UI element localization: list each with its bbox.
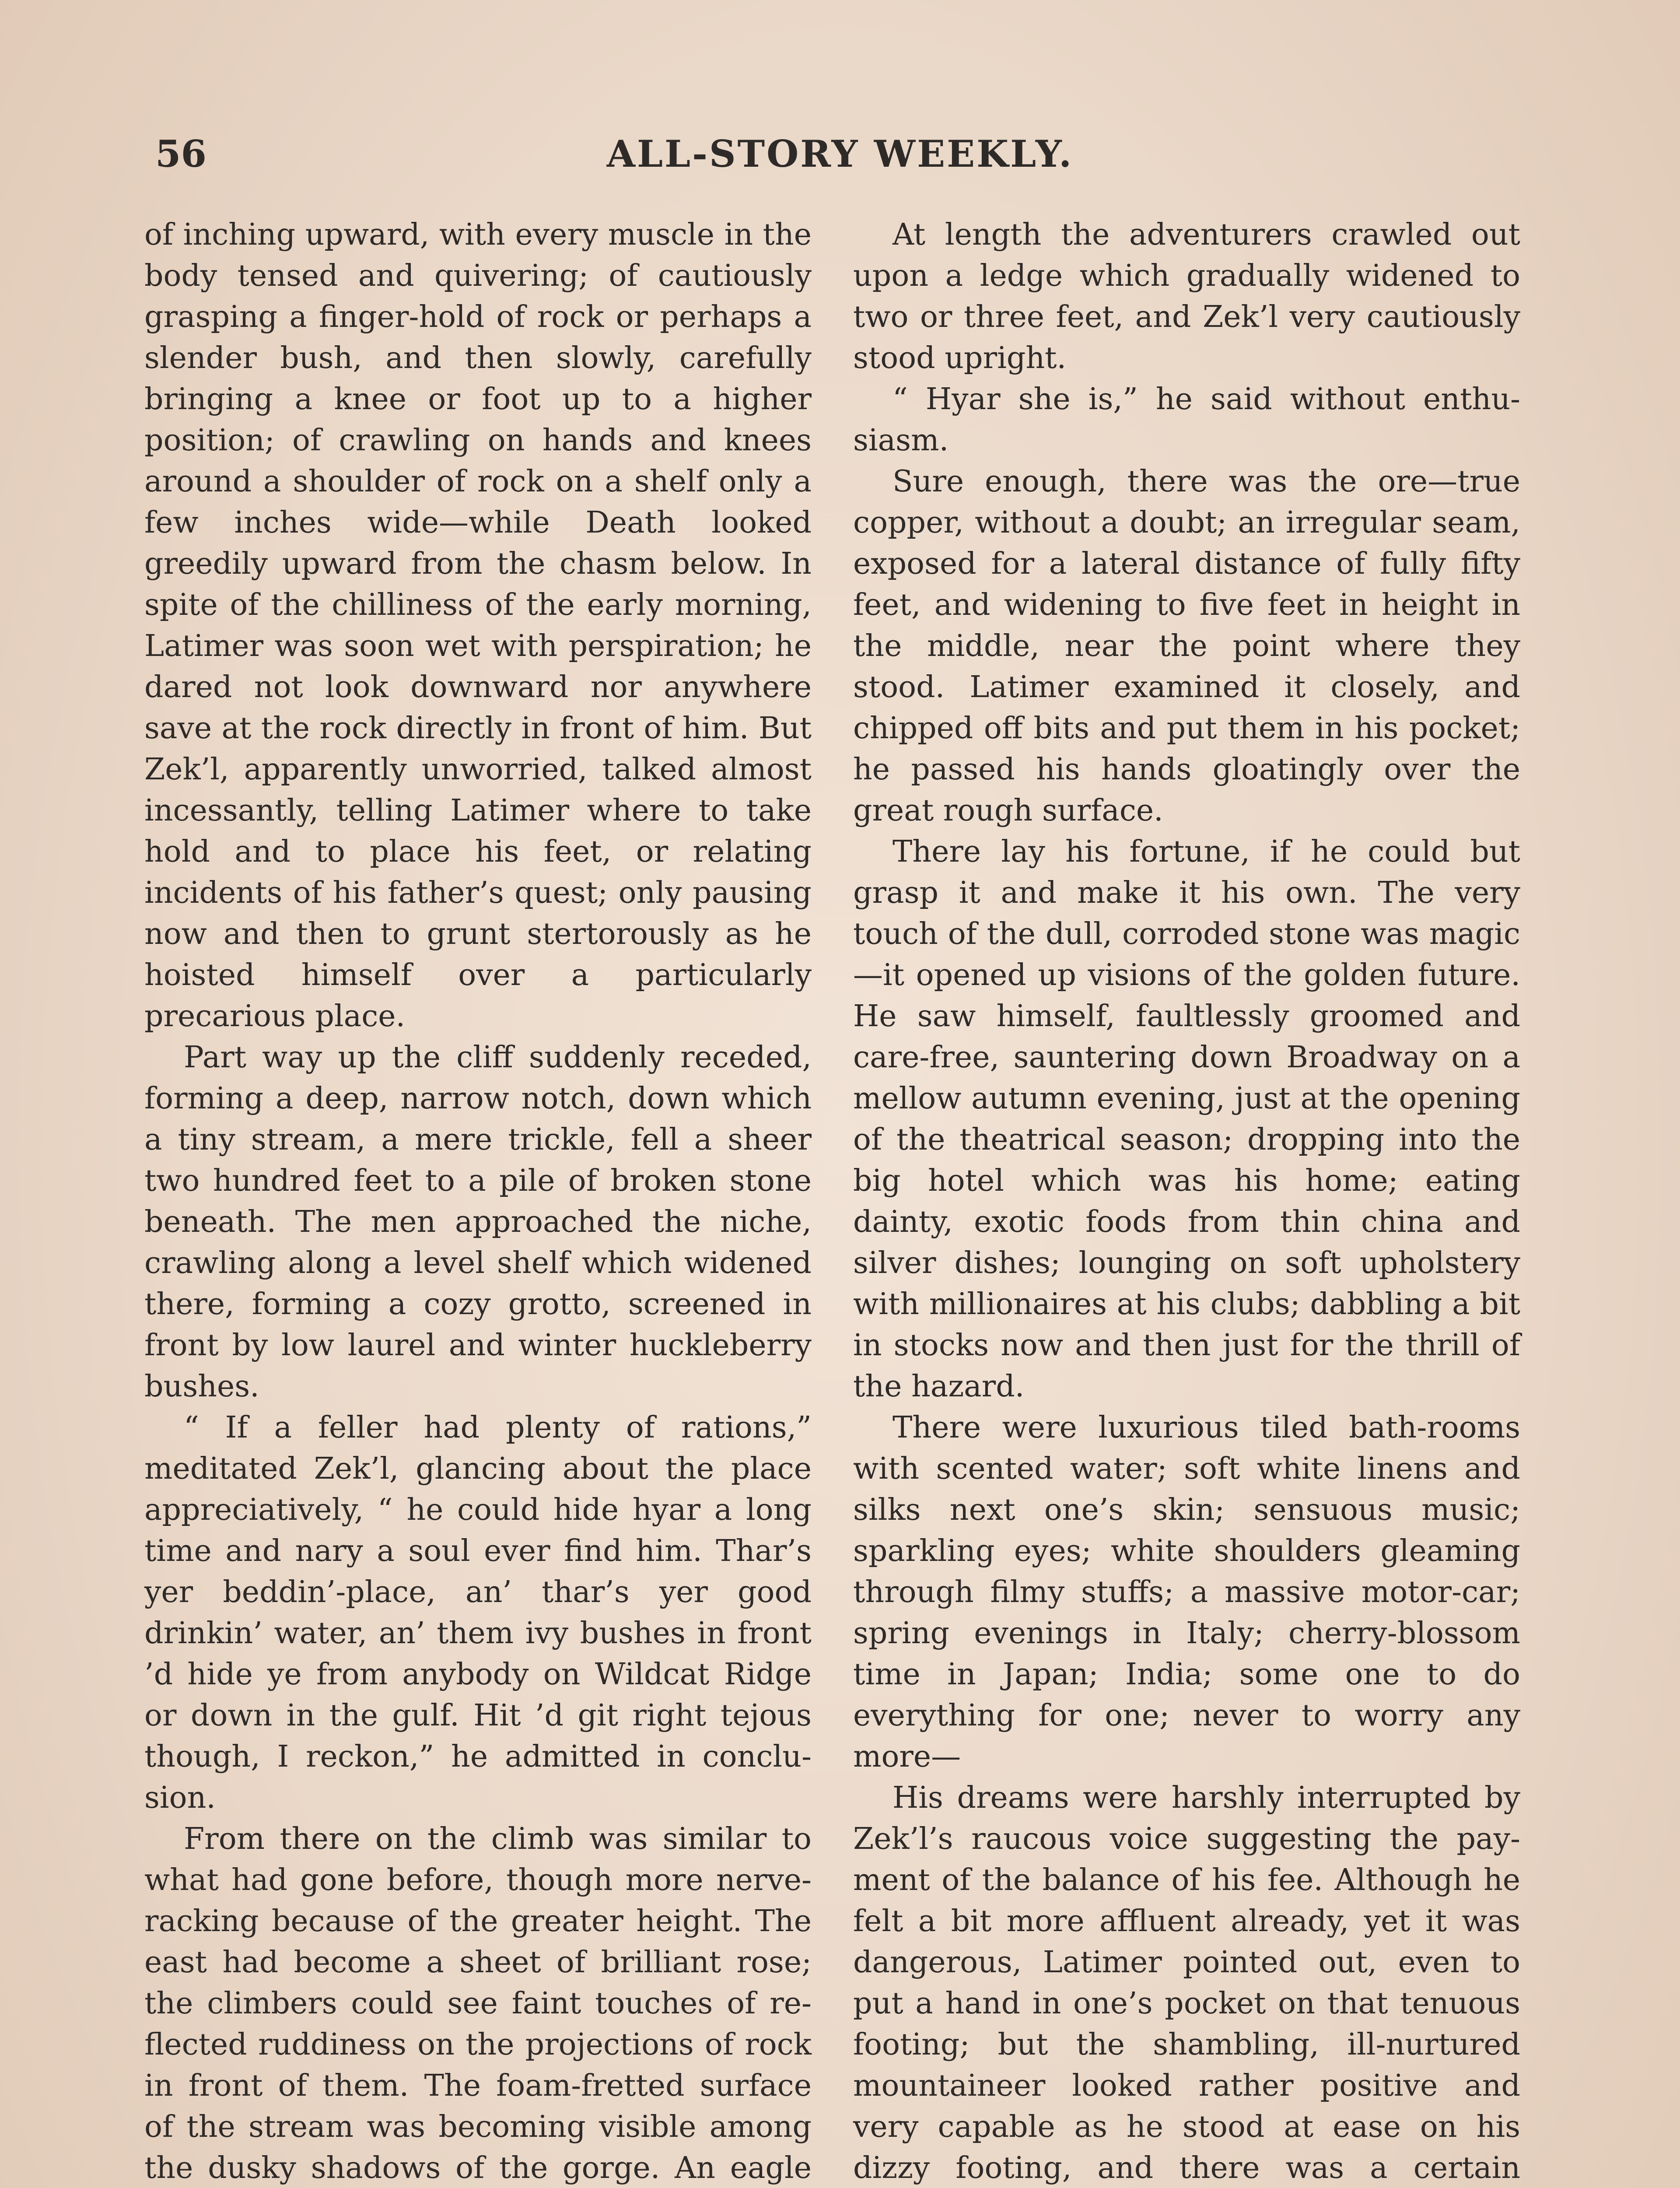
paragraph: At length the adventurers crawled out upon a ledge which gradually widened to two or three feet, and Zek’l very cautiously stood upright. <box>853 217 1520 375</box>
paragraph: “ If a feller had plenty of rations,” meditated Zek’l, glancing about the place appreciatively, “ he could hide hyar a long time and nary a soul ever find him. Thar’s yer beddin’-place, an’ thar’s yer good drinkin’ water, an’ them ivy bushes in front ’d hide ye from anybody on Wildcat Ridge or down in the gulf. Hit ’d git right tejous though, I reckon,” he admitted in conclusion. <box>144 1410 812 1815</box>
paragraph: Sure enough, there was the ore—true copper, without a doubt; an irregular seam, exposed for a lateral distance of fully fifty feet, and widening to five feet in height in the middle, near the point where they stood. Latimer examined it closely, and chipped off bits and put them in his pocket; he passed his hands gloatingly over the great rough surface. <box>853 464 1520 828</box>
page-header <box>155 128 1525 193</box>
paragraph: of inching upward, with every muscle in the body tensed and quivering; of cautiously grasping a finger-hold of rock or perhaps a slender bush, and then slowly, carefully bringing a knee or foot up to a higher position; of crawling on hands and knees around a shoulder of rock on a shelf only a few inches wide—while Death looked greedily upward from the chasm below. In spite of the chilliness of the early morning, Latimer was soon wet with perspiration; he dared not look downward nor anywhere save at the rock directly in front of him. But Zek’l, apparently unworried, talked almost incessantly, telling Latimer where to take hold and to place his feet, or relating incidents of his father’s quest; only pausing now and then to grunt stertorously as he hoisted himself over a particularly precarious place. <box>144 217 812 1034</box>
running-title: ALL-STORY WEEKLY. <box>606 132 1074 175</box>
page-number: 56 <box>155 132 206 175</box>
paragraph: There were luxurious tiled bath-rooms with scented water; soft white linens and silks next one’s skin; sensuous music; sparkling eyes; white shoulders gleaming through filmy stuffs; a massive motor-car; spring evenings in Italy; cherry-blossom time in Japan; India; some one to do everything for one; never to worry any more— <box>853 1410 1520 1774</box>
paragraph: There lay his fortune, if he could but grasp it and make it his own. The very touch of the dull, corroded stone was magic—it opened up visions of the golden future. He saw himself, faultlessly groomed and care-free, sauntering down Broadway on a mellow autumn evening, just at the opening of the theatrical season; dropping into the big hotel which was his home; eating dainty, exotic foods from thin china and silver dishes; lounging on soft upholstery with millionaires at his clubs; dabbling a bit in stocks now and then just for the thrill of the hazard. <box>853 835 1520 1404</box>
paragraph: From there on the climb was similar to what had gone before, though more nerve-racking because of the greater height. The east had become a sheet of brilliant rose; the climbers could see faint touches of reflected ruddiness on the projections of rock in front of them. The foam-fretted surface of the stream was becoming visible among the dusky shadows of the gorge. An eagle <box>144 1822 812 2185</box>
paragraph: “ Hyar she is,” he said without enthusiasm. <box>853 382 1520 458</box>
paragraph: Part way up the cliff suddenly receded, forming a deep, narrow notch, down which a tiny stream, a mere trickle, fell a sheer two hundred feet to a pile of broken stone beneath. The men approached the niche, crawling along a level shelf which widened there, forming a cozy grotto, screened in front by low laurel and winter huckleberry bushes. <box>144 1040 812 1404</box>
left-column <box>144 214 812 2188</box>
paragraph: His dreams were harshly interrupted by Zek’l’s raucous voice suggesting the payment of the balance of his fee. Although he felt a bit more affluent already, yet it was dangerous, Latimer pointed out, even to put a hand in one’s pocket on that tenuous footing; but the shambling, ill-nurtured mountaineer looked rather positive and very capable as he stood at ease on his dizzy footing, and there was a certain <box>853 1781 1520 2185</box>
right-column <box>853 214 1520 2188</box>
